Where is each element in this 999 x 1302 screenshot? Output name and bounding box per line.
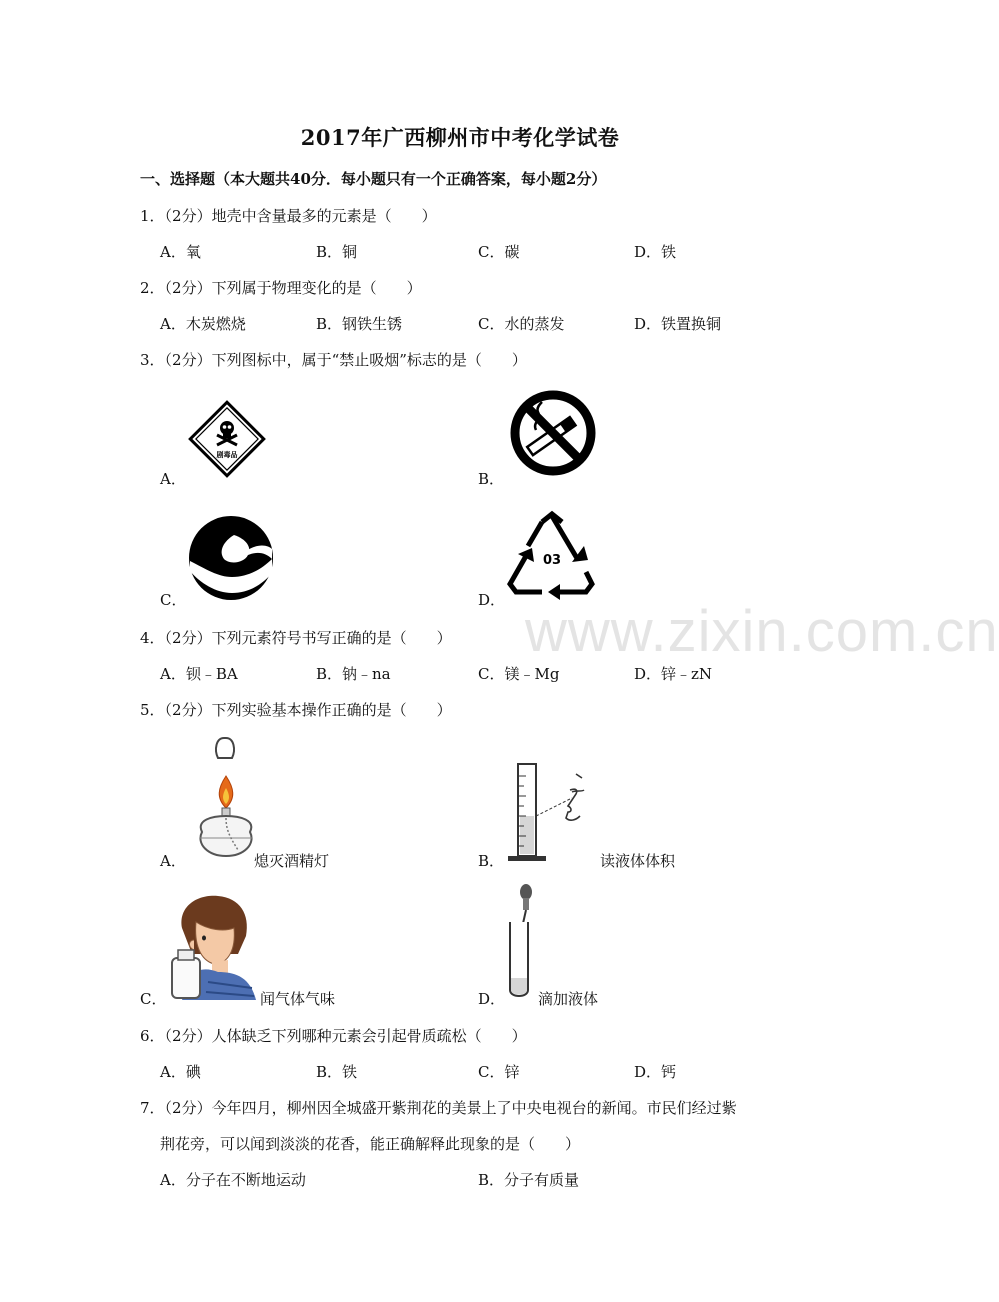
question-3-option-a: A．: [160, 470, 186, 488]
poison-sign-label: 剧毒品: [216, 451, 238, 459]
question-4-option-b: B．钠﹣na: [316, 665, 391, 683]
question-5-option-d: D．: [478, 990, 506, 1008]
question-4-stem: 4．（2分）下列元素符号书写正确的是（ ）: [140, 629, 452, 647]
question-1-option-c: C．碳: [478, 243, 520, 261]
question-3-option-d: D．: [478, 591, 506, 609]
recycle-sign-icon: [506, 510, 598, 598]
question-7-stem-line-1: 7．（2分）今年四月，柳州因全城盛开紫荆花的美景上了中央电视台的新闻。市民们经过紫: [140, 1099, 737, 1117]
question-2-option-a: A．木炭燃烧: [160, 315, 246, 333]
question-3-stem: 3．（2分）下列图标中，属于“禁止吸烟”标志的是（ ）: [140, 351, 527, 369]
question-5-option-c-caption: 闻气体气味: [260, 990, 336, 1008]
watermark: www.zixin.com.cn: [525, 599, 999, 664]
recycle-code-label: 03: [542, 553, 562, 568]
question-7-stem-line-2: 荆花旁，可以闻到淡淡的花香，能正确解释此现象的是（ ）: [160, 1135, 581, 1153]
question-6-option-d: D．钙: [634, 1063, 677, 1081]
water-saving-sign-icon: [188, 515, 274, 601]
alcohol-lamp-icon: [186, 732, 266, 862]
section-heading: 一、选择题（本大题共40分．每小题只有一个正确答案，每小题2分）: [140, 170, 607, 188]
question-3-option-b: B．: [478, 470, 505, 488]
question-2-stem: 2．（2分）下列属于物理变化的是（ ）: [140, 279, 422, 297]
no-smoking-sign-icon: [508, 388, 598, 478]
graduated-cylinder-icon: [506, 760, 596, 864]
question-7-option-a: A．分子在不断地运动: [160, 1171, 306, 1189]
question-2-option-b: B．钢铁生锈: [316, 315, 403, 333]
poison-sign-icon: [188, 400, 266, 478]
question-5-stem: 5．（2分）下列实验基本操作正确的是（ ）: [140, 701, 452, 719]
question-1-option-a: A．氧: [160, 243, 201, 261]
question-3-option-c: C．: [160, 591, 187, 609]
question-2-option-d: D．铁置换铜: [634, 315, 722, 333]
page-title: 2017年广西柳州市中考化学试卷: [300, 125, 620, 150]
question-5-option-b-caption: 读液体体积: [600, 852, 676, 870]
question-6-option-a: A．碘: [160, 1063, 201, 1081]
question-5-option-b: B．: [478, 852, 505, 870]
question-5-option-c: C．: [140, 990, 167, 1008]
question-5-option-a: A．: [160, 852, 186, 870]
question-1-option-d: D．铁: [634, 243, 677, 261]
question-5-option-a-caption: 熄灭酒精灯: [254, 852, 330, 870]
question-1-stem: 1．（2分）地壳中含量最多的元素是（ ）: [140, 207, 437, 225]
question-6-option-b: B．铁: [316, 1063, 358, 1081]
dropper-test-tube-icon: [506, 882, 536, 1002]
question-6-option-c: C．锌: [478, 1063, 520, 1081]
question-7-option-b: B．分子有质量: [478, 1171, 580, 1189]
question-6-stem: 6．（2分）人体缺乏下列哪种元素会引起骨质疏松（ ）: [140, 1027, 527, 1045]
question-4-option-a: A．钡﹣BA: [160, 665, 238, 683]
boy-smelling-icon: [168, 892, 258, 1000]
question-5-option-d-caption: 滴加液体: [538, 990, 599, 1008]
question-1-option-b: B．铜: [316, 243, 358, 261]
question-4-option-c: C．镁﹣Mg: [478, 665, 560, 683]
question-4-option-d: D．锌﹣zN: [634, 665, 713, 683]
question-2-option-c: C．水的蒸发: [478, 315, 565, 333]
